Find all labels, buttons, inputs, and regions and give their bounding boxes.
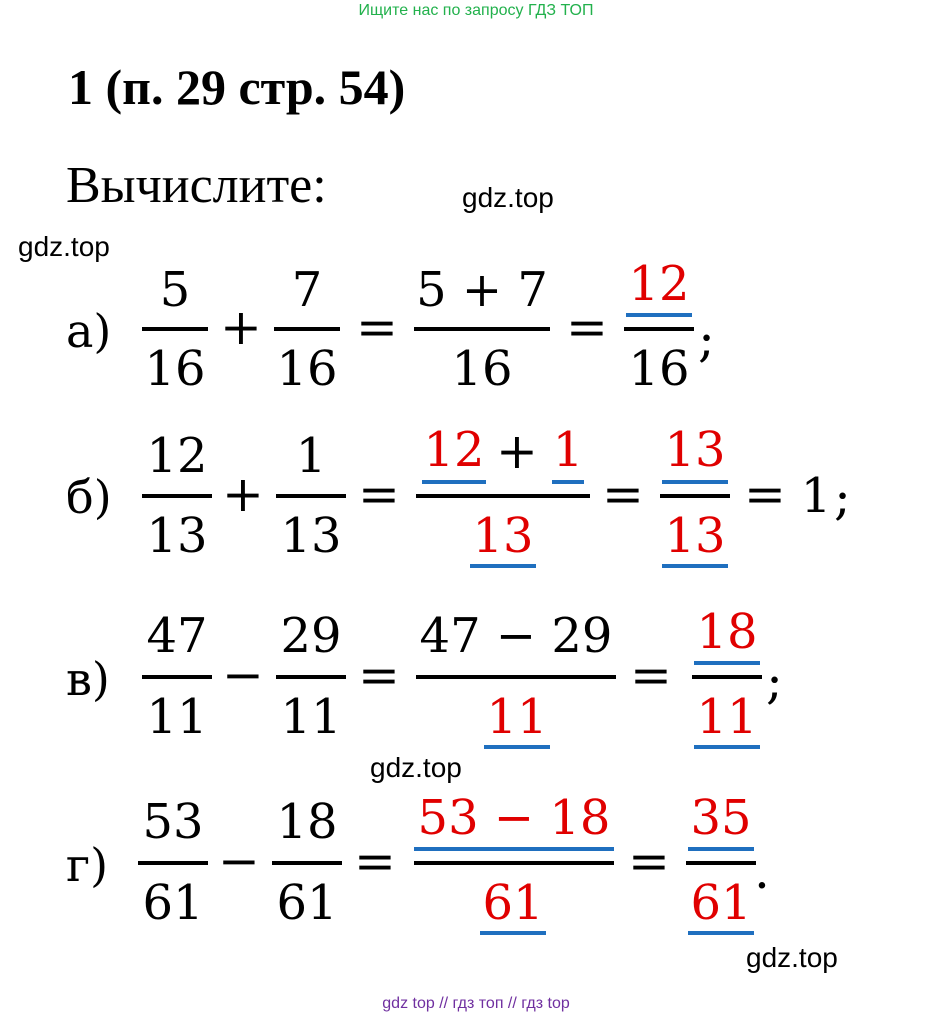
punctuation: ; <box>766 652 783 710</box>
fraction-numerator: 47 <box>146 608 208 664</box>
instruction: Вычислите: <box>66 157 327 214</box>
answer-denominator: 11 <box>486 689 548 745</box>
fraction-denominator: 16 <box>276 341 338 397</box>
fraction-numerator: 47 − 29 <box>419 608 613 664</box>
fraction-numerator: 7 <box>291 262 323 318</box>
watermark: gdz.top <box>18 231 110 262</box>
fraction-denominator: 11 <box>280 689 342 745</box>
answer-underline <box>688 931 754 935</box>
answer-denominator: 13 <box>472 508 534 564</box>
equals-sign: = <box>630 646 672 704</box>
top-banner: Ищите нас по запросу ГДЗ ТОП <box>358 2 594 19</box>
equals-sign: = <box>602 465 644 523</box>
fraction-denominator: 11 <box>146 689 208 745</box>
operator: + <box>220 298 262 356</box>
answer-numerator: 53 − 18 <box>417 790 611 846</box>
fraction-bar <box>274 327 340 331</box>
answer-numerator: 12 <box>628 256 690 312</box>
watermark: gdz.top <box>462 182 554 213</box>
answer-denominator: 13 <box>664 508 726 564</box>
fraction-bar <box>686 861 756 865</box>
fraction-bar <box>416 675 616 679</box>
watermark: gdz.top <box>370 752 462 783</box>
answer-numerator: 18 <box>696 604 758 660</box>
answer-numerator: 1 <box>552 422 584 478</box>
fraction-bar <box>276 675 346 679</box>
fraction-bar <box>624 327 694 331</box>
answer-underline <box>694 745 760 749</box>
fraction-denominator: 16 <box>144 341 206 397</box>
equals-sign: = <box>744 465 786 523</box>
fraction-numerator: 12 <box>146 428 208 484</box>
answer-underline <box>414 847 614 851</box>
fraction-bar <box>276 494 346 498</box>
result-value: 1 <box>800 468 832 524</box>
answer-underline <box>626 313 692 317</box>
answer-denominator: 11 <box>696 689 758 745</box>
fraction-bar <box>414 861 614 865</box>
fraction-bar <box>142 494 212 498</box>
fraction-denominator: 16 <box>451 341 513 397</box>
page-title: 1 (п. 29 стр. 54) <box>68 59 406 115</box>
problem-label: г) <box>66 838 109 892</box>
fraction-numerator: 18 <box>276 794 338 850</box>
equals-sign: = <box>356 298 398 356</box>
answer-numerator: 13 <box>664 422 726 478</box>
fraction-numerator: 29 <box>280 608 342 664</box>
fraction-numerator: 5 <box>159 262 191 318</box>
answer-numerator: 12 <box>423 422 485 478</box>
fraction-bar <box>142 327 208 331</box>
equals-sign: = <box>354 832 396 890</box>
fraction-bar <box>692 675 762 679</box>
operator: + <box>496 422 538 480</box>
operator: − <box>222 646 264 704</box>
fraction-denominator: 13 <box>280 508 342 564</box>
problem-label: а) <box>66 304 112 358</box>
answer-denominator: 61 <box>690 875 752 931</box>
punctuation: ; <box>698 310 715 368</box>
problem-label: б) <box>66 470 112 524</box>
answer-underline <box>694 661 760 665</box>
fraction-denominator: 61 <box>276 875 338 931</box>
fraction-bar <box>142 675 212 679</box>
answer-underline <box>688 847 754 851</box>
answer-underline <box>470 564 536 568</box>
answer-underline <box>662 564 728 568</box>
operator: − <box>218 832 260 890</box>
fraction-numerator: 53 <box>142 794 204 850</box>
equals-sign: = <box>358 646 400 704</box>
fraction-bar <box>416 494 590 498</box>
answer-numerator: 35 <box>690 790 752 846</box>
fraction-denominator: 16 <box>628 341 690 397</box>
equals-sign: = <box>358 465 400 523</box>
watermark: gdz.top <box>746 942 838 973</box>
fraction-bar <box>272 861 342 865</box>
answer-underline <box>552 480 584 484</box>
fraction-bar <box>660 494 730 498</box>
problem-label: в) <box>66 652 110 706</box>
fraction-numerator: 1 <box>295 428 327 484</box>
operator: + <box>222 465 264 523</box>
fraction-denominator: 13 <box>146 508 208 564</box>
fraction-numerator: 5 + 7 <box>416 262 548 318</box>
punctuation: . <box>754 842 770 900</box>
footer-banner: gdz top // гдз топ // гдз top <box>382 995 570 1012</box>
fraction-denominator: 61 <box>142 875 204 931</box>
answer-underline <box>484 745 550 749</box>
answer-underline <box>662 480 728 484</box>
answer-denominator: 61 <box>482 875 544 931</box>
equals-sign: = <box>628 832 670 890</box>
answer-underline <box>422 480 486 484</box>
fraction-bar <box>138 861 208 865</box>
fraction-bar <box>414 327 550 331</box>
equals-sign: = <box>566 298 608 356</box>
answer-underline <box>480 931 546 935</box>
punctuation: ; <box>834 468 851 526</box>
